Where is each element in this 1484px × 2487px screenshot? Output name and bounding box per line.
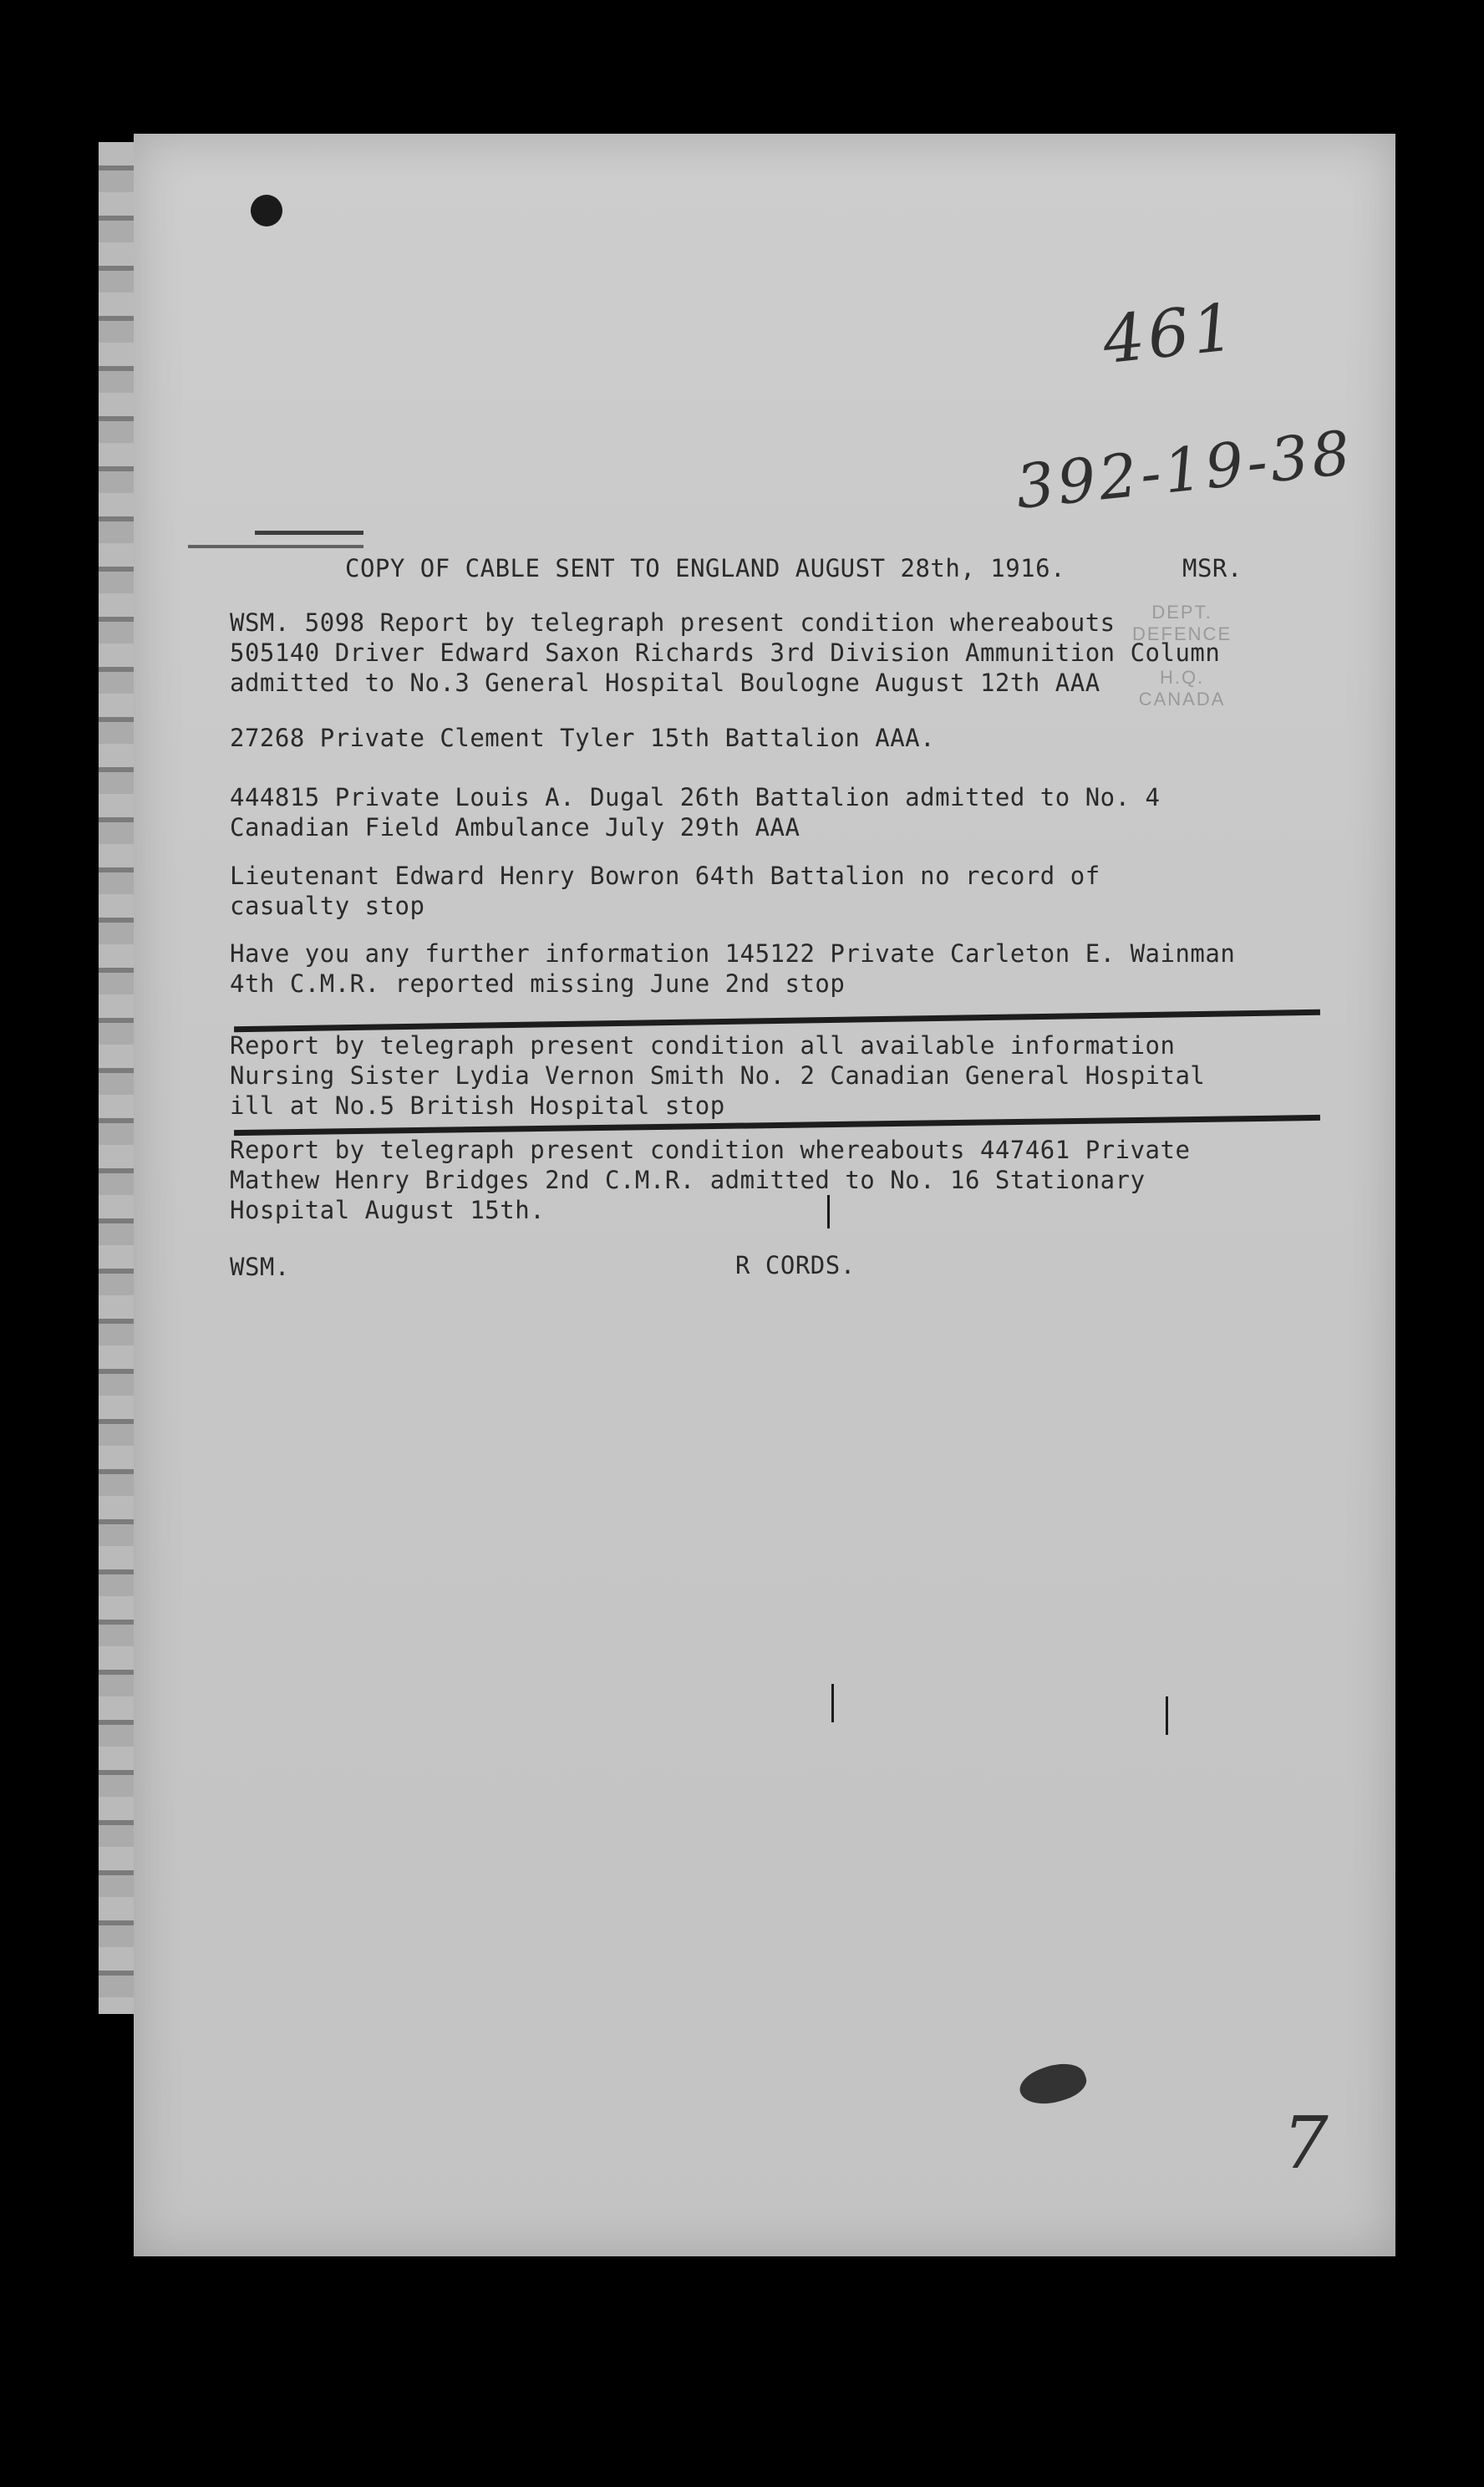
page-number: 7	[1283, 2102, 1332, 2185]
ink-blot	[1015, 2057, 1090, 2113]
document-page	[134, 134, 1395, 2256]
stray-mark	[827, 1195, 830, 1228]
text-line: 444815 Private Louis A. Dugal 26th Battalion admitted to No. 4	[230, 783, 1161, 811]
text-line: 505140 Driver Edward Saxon Richards 3rd Division Ammunition Column	[230, 638, 1221, 667]
text-line: Report by telegraph present condition whereabouts 447461 Private	[230, 1136, 1191, 1164]
punch-hole	[251, 195, 282, 226]
stamp-line: CANADA	[1138, 689, 1226, 709]
document-title: COPY OF CABLE SENT TO ENGLAND AUGUST 28th, 1916.	[345, 554, 1066, 582]
stamp-line: DEPT.	[1151, 602, 1212, 623]
stamp-line: DEFENCE	[1132, 623, 1232, 644]
typist-initials: WSM.	[230, 1253, 290, 1281]
text-line: casualty stop	[230, 892, 425, 920]
handwritten-number: 461	[1099, 289, 1242, 379]
signature-block: R CORDS.	[735, 1251, 856, 1279]
handwritten-file-reference: 392-19-38	[1012, 417, 1357, 522]
text-line: ill at No.5 British Hospital stop	[230, 1091, 725, 1120]
text-line: Have you any further information 145122 Private Carleton E. Wainman	[230, 939, 1236, 968]
stamp-line: H.Q.	[1159, 667, 1205, 688]
text-line: Hospital August 15th.	[230, 1196, 546, 1224]
text-line: admitted to No.3 General Hospital Boulogne August 12th AAA	[230, 669, 1100, 697]
stray-mark	[1166, 1696, 1168, 1735]
text-line: 27268 Private Clement Tyler 15th Battalion AAA.	[230, 724, 936, 752]
text-line: Lieutenant Edward Henry Bowron 64th Battalion no record of	[230, 862, 1100, 890]
film-edge-strip	[99, 142, 135, 2014]
strike-rule-top	[234, 1010, 1320, 1032]
text-line: WSM. 5098 Report by telegraph present condition whereabouts	[230, 608, 1116, 637]
title-reference: MSR.	[1182, 554, 1243, 582]
text-line: Canadian Field Ambulance July 29th AAA	[230, 813, 800, 842]
text-line: 4th C.M.R. reported missing June 2nd stop	[230, 969, 846, 998]
text-line: Report by telegraph present condition all available information	[230, 1031, 1176, 1060]
stray-mark	[831, 1684, 834, 1722]
text-line: Nursing Sister Lydia Vernon Smith No. 2 Canadian General Hospital	[230, 1061, 1206, 1090]
text-line: Mathew Henry Bridges 2nd C.M.R. admitted to No. 16 Stationary	[230, 1166, 1146, 1194]
dash-mark	[255, 531, 363, 535]
dash-mark	[188, 545, 363, 548]
